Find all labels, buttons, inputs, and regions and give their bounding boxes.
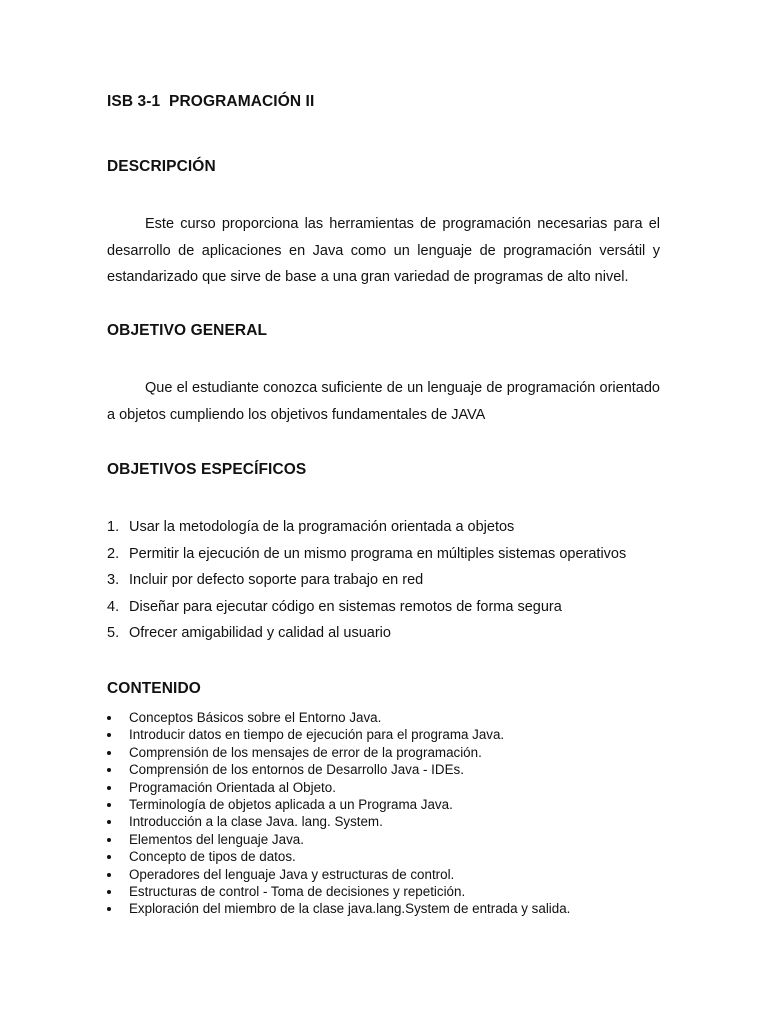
list-item-text: Comprensión de los entornos de Desarrollo Java - IDEs.: [129, 762, 464, 778]
bullet-icon: [107, 873, 111, 877]
section-heading-objetivo-general: OBJETIVO GENERAL: [107, 322, 268, 339]
list-item-text: Permitir la ejecución de un mismo programa en múltiples sistemas operativos: [129, 545, 627, 562]
list-item-text: Conceptos Básicos sobre el Entorno Java.: [129, 710, 382, 725]
document-title: ISB 3-1 PROGRAMACIÓN II: [107, 93, 315, 110]
list-item: [107, 726, 570, 743]
list-item: [107, 813, 570, 830]
list-item-number: 3.: [107, 572, 120, 589]
list-item: [107, 883, 570, 900]
list-item-text: Introducir datos en tiempo de ejecución para el programa Java.: [129, 727, 505, 743]
bullet-icon: [107, 820, 111, 824]
section-heading-contenido: CONTENIDO: [107, 680, 201, 697]
list-item: [107, 779, 570, 796]
list-item: [107, 900, 570, 917]
bullet-icon: [107, 786, 111, 790]
list-item-text: Estructuras de control - Toma de decisiones y repetición.: [129, 883, 466, 899]
list-item: [107, 848, 570, 865]
bullet-icon: [107, 751, 111, 755]
list-item-text: Usar la metodología de la programación orientada a objetos: [129, 519, 515, 535]
bullet-icon: [107, 803, 111, 807]
list-item-number: 4.: [107, 598, 120, 615]
section-heading-descripcion: DESCRIPCIÓN: [107, 158, 216, 175]
section-heading-objetivos-especificos: OBJETIVOS ESPECÍFICOS: [107, 461, 307, 478]
bullet-icon: [107, 907, 111, 911]
objetivos-especificos-list: [107, 516, 626, 649]
list-item: [107, 831, 570, 848]
bullet-icon: [107, 733, 111, 737]
list-item: [107, 516, 626, 543]
list-item: [107, 709, 570, 726]
list-item-text: Elementos del lenguaje Java.: [129, 831, 304, 847]
descripcion-paragraph: Este curso proporciona las herramientas de programación necesarias para el desarrollo de aplicaciones en Java como un lenguaje de programación versátil y estandarizado que sirve de base a una gran variedad de programas de alto nivel.: [107, 216, 660, 285]
list-item-text: Diseñar para ejecutar código en sistemas remotos de forma segura: [129, 598, 562, 615]
list-item-number: 2.: [107, 545, 120, 562]
list-item-text: Ofrecer amigabilidad y calidad al usuario: [129, 625, 391, 642]
bullet-icon: [107, 890, 111, 894]
contenido-list: [107, 709, 570, 918]
bullet-icon: [107, 855, 111, 859]
list-item-text: Exploración del miembro de la clase java.lang.System de entrada y salida.: [129, 901, 571, 917]
objetivo-general-paragraph: Que el estudiante conozca suficiente de un lenguaje de programación orientado a objetos cumpliendo los objetivos fundamentales de JAVA: [107, 380, 660, 423]
list-item-number: 5.: [107, 625, 120, 642]
list-item-text: Operadores del lenguaje Java y estructuras de control.: [129, 866, 455, 882]
list-item: [107, 761, 570, 778]
list-item: [107, 569, 626, 596]
list-item-text: Terminología de objetos aplicada a un Programa Java.: [129, 796, 453, 812]
list-item-text: Programación Orientada al Objeto.: [129, 779, 336, 795]
list-item: [107, 744, 570, 761]
list-item-text: Incluir por defecto soporte para trabajo en red: [129, 572, 424, 589]
bullet-icon: [107, 716, 111, 720]
bullet-icon: [107, 838, 111, 842]
list-item-text: Introducción a la clase Java. lang. System.: [129, 814, 383, 830]
list-item-text: Comprensión de los mensajes de error de la programación.: [129, 744, 482, 760]
bullet-icon: [107, 768, 111, 772]
list-item-text: Concepto de tipos de datos.: [129, 849, 296, 865]
list-item: [107, 622, 626, 649]
list-item: [107, 866, 570, 883]
list-item: [107, 543, 626, 570]
list-item: [107, 796, 570, 813]
list-item-number: 1.: [107, 519, 120, 535]
list-item: [107, 596, 626, 623]
